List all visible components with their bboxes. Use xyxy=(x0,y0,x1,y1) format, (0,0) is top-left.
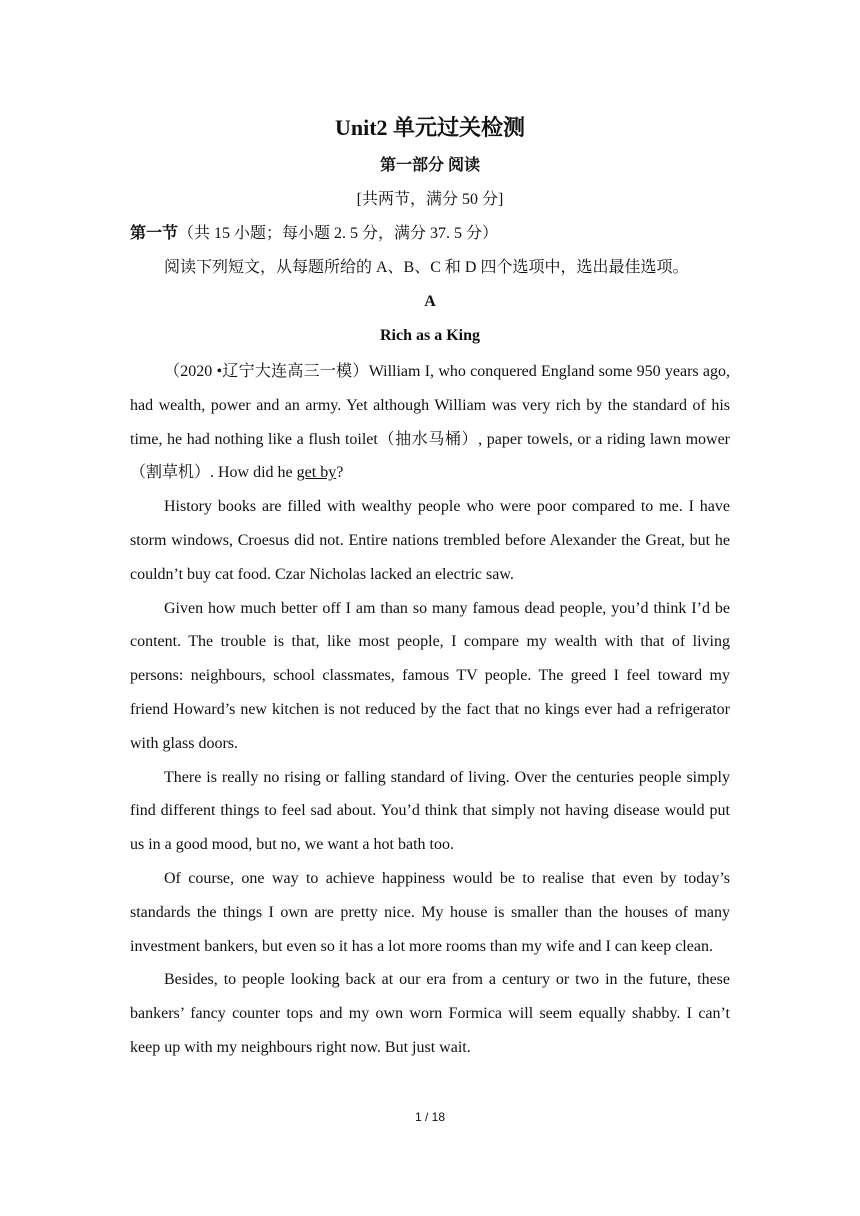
source-note: （2020 •辽宁大连高三一模） xyxy=(164,363,369,380)
section-heading xyxy=(130,221,730,247)
instructions: 阅读下列短文，从每题所给的 A、B、C 和 D 四个选项中，选出最佳选项。 xyxy=(164,259,689,276)
section-label: 第一节 xyxy=(130,225,179,242)
paragraph-6: Besides, to people looking back at our era from a century or two in the future, these bankers’ fancy counter tops and my own worn Formica will seem equally shabby. I can’t keep up with my neighbours right now. But just wait. xyxy=(130,971,730,1056)
score-total: [共两节，满分 50 分] xyxy=(356,191,504,208)
paragraph-1 xyxy=(130,355,730,490)
paragraph-1-text: William I, who conquered England some 950 years ago, had wealth, power and an army. Yet although William was very rich by the standard of his time, he had nothing like a flush toilet（抽水马桶）, paper towels, or a riding lawn mower（割草机）. How did he xyxy=(130,363,730,482)
paragraph-4: There is really no rising or falling standard of living. Over the centuries people simply find different things to feel sad about. You’d think that simply not having disease would put us in a good mood, but no, we want a hot bath too. xyxy=(130,768,730,854)
section-detail: （共 15 小题；每小题 2. 5 分，满分 37. 5 分） xyxy=(178,225,499,242)
passage-body xyxy=(130,355,730,1065)
paragraph-3: Given how much better off I am than so many famous dead people, you’d think I’d be content. The trouble is that, like most people, I compare my wealth with that of living persons: neighbours, school classmates, famous TV people. The greed I feel toward my friend Howard’s new kitchen is not reduced by the fact that no kings ever had a refrigerator with glass doors. xyxy=(130,599,730,752)
paragraph-5: Of course, one way to achieve happiness would be to realise that even by today’s standards the things I own are pretty nice. My house is smaller than the houses of many investment bankers, but even so it has a lot more rooms than my wife and I can keep clean. xyxy=(130,869,730,955)
passage-label: A xyxy=(424,293,436,310)
paragraph-2: History books are filled with wealthy people who were poor compared to me. I have storm windows, Croesus did not. Entire nations trembled before Alexander the Great, but he couldn’t buy cat food. Czar Nicholas lacked an electric saw. xyxy=(130,498,730,583)
page-title: Unit2 单元过关检测 xyxy=(334,115,526,140)
part-heading: 第一部分 阅读 xyxy=(379,157,480,174)
passage-title: Rich as a King xyxy=(379,327,480,344)
page-number: 1 / 18 xyxy=(414,1110,446,1124)
underlined-phrase: get by xyxy=(296,464,337,482)
paragraph-1-end: ? xyxy=(336,464,344,482)
